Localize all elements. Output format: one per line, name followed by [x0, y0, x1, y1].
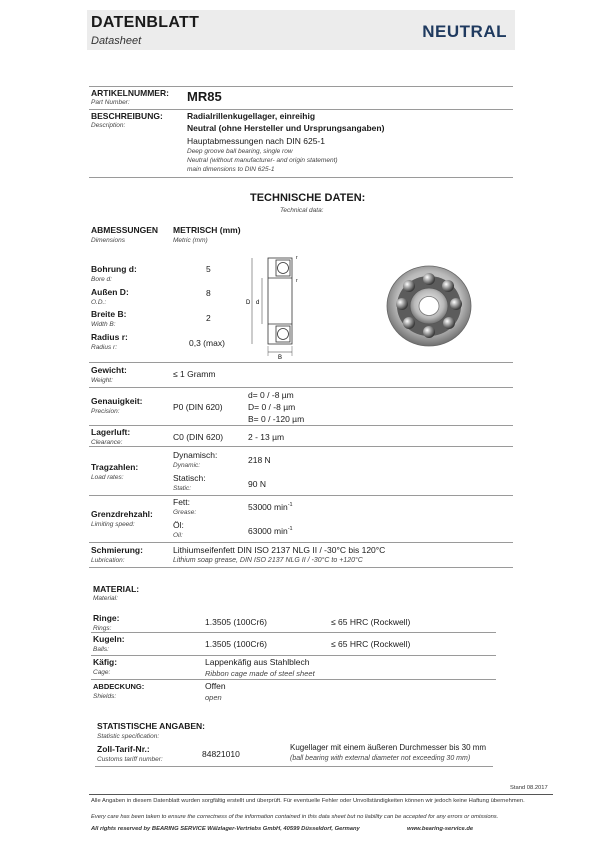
lube-label: Schmierung:	[91, 545, 143, 555]
weight-sub: Weight:	[91, 377, 113, 384]
divider	[89, 495, 513, 496]
tech-subtitle: Technical data:	[280, 207, 324, 214]
stats-sub: Statistic specification:	[97, 733, 160, 740]
weight-value: ≤ 1 Gramm	[173, 369, 216, 379]
dims-col2-sub: Metric (mm)	[173, 237, 208, 244]
material-sub: Material:	[93, 595, 118, 602]
dynamic-value: 218 N	[248, 455, 271, 465]
divider	[91, 632, 496, 633]
balls-label: Kugeln:	[93, 634, 125, 644]
label-D: D	[246, 300, 251, 306]
divider	[89, 387, 513, 388]
grease-sub: Grease:	[173, 509, 197, 516]
tech-title: TECHNISCHE DATEN:	[250, 192, 366, 204]
shield-value-en: open	[205, 693, 222, 702]
dynamic-label: Dynamisch:	[173, 450, 218, 460]
desc-en-3: main dimensions to DIN 625-1	[187, 166, 275, 173]
divider	[91, 655, 496, 656]
header-bar	[87, 10, 515, 50]
precision-d: d= 0 / -8 µm	[248, 390, 294, 400]
lube-value-en: Lithium soap grease, DIN ISO 2137 NLG II / -30°C to +120°C	[173, 557, 363, 564]
precision-D: D= 0 / -8 µm	[248, 402, 296, 412]
desc-line-2: Neutral (ohne Hersteller und Ursprungsangaben)	[187, 123, 385, 133]
cage-label: Käfig:	[93, 657, 118, 667]
article-number-label: ARTIKELNUMMER:	[91, 88, 169, 98]
dims-col1-sub: Dimensions	[91, 237, 125, 244]
width-label: Breite B:	[91, 309, 127, 319]
footer-divider	[89, 794, 553, 795]
bore-value: 5	[206, 264, 211, 274]
divider	[89, 109, 513, 110]
doc-subtitle: Datasheet	[91, 35, 142, 47]
article-number-value: MR85	[187, 89, 222, 104]
grease-label: Fett:	[173, 497, 191, 507]
lube-value: Lithiumseifenfett DIN ISO 2137 NLG II / -30°C bis 120°C	[173, 545, 386, 555]
dynamic-sub: Dynamic:	[173, 462, 201, 469]
shield-label: ABDECKUNG:	[93, 682, 145, 691]
shield-value: Offen	[205, 681, 226, 691]
stats-title: STATISTISCHE ANGABEN:	[97, 721, 205, 731]
grease-unit-exponent: -1	[287, 502, 293, 509]
divider	[89, 86, 513, 87]
desc-line-3: Hauptabmessungen nach DIN 625-1	[187, 136, 325, 146]
balls-material: 1.3505 (100Cr6)	[205, 639, 267, 649]
static-sub: Static:	[173, 485, 192, 492]
bearing-section-drawing	[244, 252, 306, 360]
tariff-desc: Kugellager mit einem äußeren Durchmesser bis 30 mm	[290, 743, 487, 752]
footer-web[interactable]: www.bearing-service.de	[407, 826, 474, 832]
tariff-label: Zoll-Tarif-Nr.:	[97, 744, 150, 754]
footer-note-en: Every care has been taken to ensure the correctness of the information contained in this data sheet but no liability can be accepted for any errors or omissions.	[91, 814, 499, 820]
clearance-sub: Clearance:	[91, 439, 123, 446]
desc-line-1: Radialrillenkugellager, einreihig	[187, 111, 316, 121]
label-d: d	[256, 300, 260, 306]
static-value: 90 N	[248, 479, 266, 489]
footer-rights: All rights reserved by BEARING SERVICE Wälzlager-Vertriebs GmbH, 40599 Düsseldorf, Germany	[91, 826, 360, 832]
desc-en-1: Deep groove ball bearing, single row	[187, 148, 293, 155]
bore-label: Bohrung d:	[91, 264, 137, 274]
dims-col2: METRISCH (mm)	[173, 225, 241, 235]
description-label: BESCHREIBUNG:	[91, 111, 163, 121]
grease-value: 53000 $\min^{-1}$	[248, 502, 293, 512]
rings-sub: Rings:	[93, 625, 112, 632]
description-sub: Description:	[91, 122, 126, 129]
oil-sub: Oil:	[173, 532, 183, 539]
precision-sub: Precision:	[91, 408, 120, 415]
balls-hardness: ≤ 65 HRC (Rockwell)	[331, 639, 411, 649]
divider	[89, 542, 513, 543]
desc-en-2: Neutral (without manufacturer- and origin statement)	[187, 157, 338, 164]
od-value: 8	[206, 288, 211, 298]
radius-sub: Radius r:	[91, 344, 118, 351]
stand-date: Stand 08.2017	[510, 785, 548, 791]
loads-label: Tragzahlen:	[91, 462, 139, 472]
material-title: MATERIAL:	[93, 584, 140, 594]
speed-label: Grenzdrehzahl:	[91, 509, 153, 519]
label-r2: r	[296, 278, 298, 284]
od-label: Außen D:	[91, 287, 129, 297]
rings-material: 1.3505 (100Cr6)	[205, 617, 267, 627]
precision-class: P0 (DIN 620)	[173, 402, 223, 412]
clearance-label: Lagerluft:	[91, 427, 131, 437]
label-B: B	[278, 355, 283, 360]
radius-value: 0,3 (max)	[189, 338, 225, 348]
tariff-desc-en: (ball bearing with external diameter not exceeding 30 mm)	[290, 755, 471, 762]
lube-sub: Lubrication:	[91, 557, 125, 564]
tariff-value: 84821010	[202, 749, 240, 759]
oil-label: Öl:	[173, 520, 184, 530]
loads-sub: Load rates:	[91, 474, 124, 481]
cage-sub: Cage:	[93, 669, 111, 676]
dims-col1: ABMESSUNGEN	[91, 225, 159, 235]
divider	[89, 567, 513, 568]
precision-B: B= 0 / -120 µm	[248, 414, 305, 424]
divider	[95, 766, 493, 767]
rings-hardness: ≤ 65 HRC (Rockwell)	[331, 617, 411, 627]
precision-label: Genauigkeit:	[91, 396, 143, 406]
clearance-value: 2 - 13 µm	[248, 432, 285, 442]
article-number-sub: Part Number:	[91, 99, 130, 106]
oil-value: 63000 $\min^{-1}$	[248, 526, 293, 536]
width-sub: Width B:	[91, 321, 116, 328]
divider	[89, 177, 513, 178]
tariff-sub: Customs tariff number:	[97, 756, 163, 763]
speed-sub: Limiting speed:	[91, 521, 135, 528]
balls-sub: Balls:	[93, 646, 109, 653]
divider	[91, 679, 496, 680]
cage-value: Lappenkäfig aus Stahlblech	[205, 657, 310, 667]
oil-unit-exponent: -1	[287, 526, 293, 533]
rings-label: Ringe:	[93, 613, 120, 623]
od-sub: O.D.:	[91, 299, 107, 306]
weight-label: Gewicht:	[91, 365, 127, 375]
brand-label: NEUTRAL	[422, 22, 507, 41]
shield-sub: Shields:	[93, 693, 117, 700]
clearance-class: C0 (DIN 620)	[173, 432, 224, 442]
width-value: 2	[206, 313, 211, 323]
cage-value-en: Ribbon cage made of steel sheet	[205, 669, 315, 678]
divider	[89, 425, 513, 426]
bore-sub: Bore d:	[91, 276, 112, 283]
footer-note-de: Alle Angaben in diesem Datenblatt wurden sorgfältig erstellt und überprüft. Für eventuelle Fehler oder Unvollständigkeiten können wir jedoch keine Haftung übernehmen.	[91, 798, 525, 804]
static-label: Statisch:	[173, 473, 206, 483]
divider	[89, 362, 513, 363]
divider	[89, 446, 513, 447]
label-r1: r	[296, 255, 298, 261]
radius-label: Radius r:	[91, 332, 128, 342]
bearing-photo	[384, 262, 474, 348]
doc-title: DATENBLATT	[91, 14, 200, 31]
